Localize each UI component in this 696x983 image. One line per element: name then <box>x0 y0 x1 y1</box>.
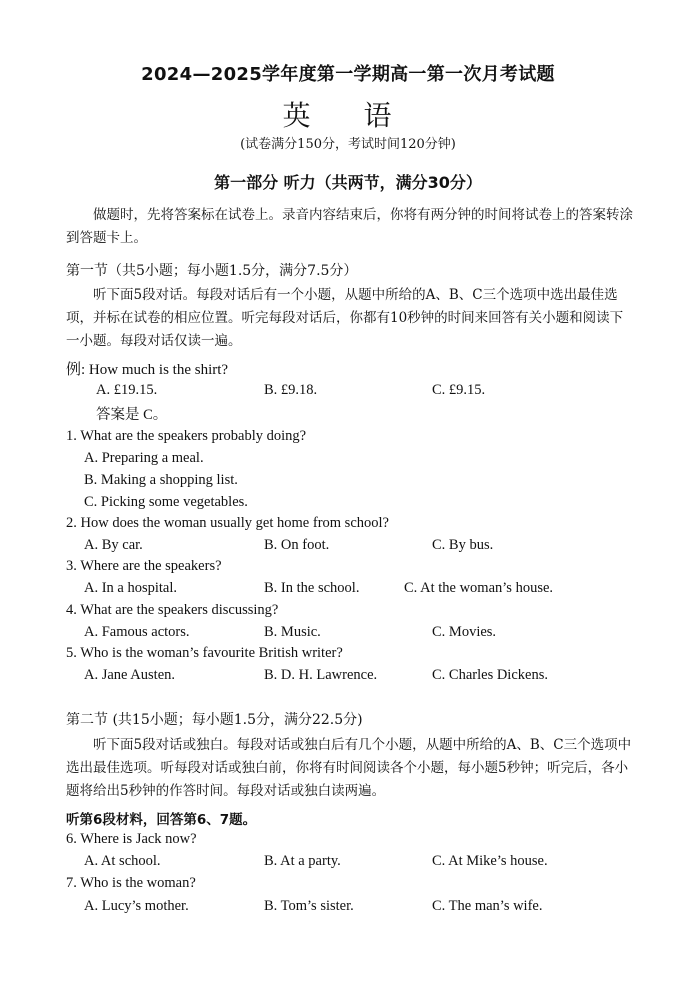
q7-option-a: A. Lucy’s mother. <box>84 898 189 914</box>
q2-option-a: A. By car. <box>84 537 143 553</box>
q4-option-b: B. Music. <box>264 624 321 640</box>
q6-option-b: B. At a party. <box>264 853 341 869</box>
q2-option-c: C. By bus. <box>432 537 494 553</box>
example-answer: 答案是 C。 <box>96 407 168 423</box>
q5-option-b: B. D. H. Lawrence. <box>264 667 378 683</box>
q1-question: 1. What are the speakers probably doing? <box>66 428 307 444</box>
q4-option-a: A. Famous actors. <box>84 624 190 640</box>
section1-instruction: 听下面5段对话。每段对话后有一个小题，从题中所给的A、B、C三个选项中选出最佳选项，并标在试卷的相应位置。听完每段对话后，你都有10秒钟的时间来回答有关小题和阅读下一小题。每段对话仅读一遍。 <box>66 287 624 349</box>
q7-option-c: C. The man’s wife. <box>432 898 543 914</box>
q6-question: 6. Where is Jack now? <box>66 831 197 847</box>
part1-instruction: 做题时，先将答案标在试卷上。录音内容结束后，你将有两分钟的时间将试卷上的答案转涂到答题卡上。 <box>66 207 633 246</box>
example-option-c: C. £9.15. <box>432 382 486 398</box>
section2-instruction: 听下面5段对话或独白。每段对话或独白后有几个小题，从题中所给的A、B、C三个选项中选出最佳选项。听每段对话或独白前，你将有时间阅读各个小题，每小题5秒钟；听完后，各小题将给出5秒钟的作答时间。每段对话或独白读两遍。 <box>66 737 632 799</box>
q7-option-b: B. Tom’s sister. <box>264 898 354 914</box>
q5-option-a: A. Jane Austen. <box>84 667 176 683</box>
q4-question: 4. What are the speakers discussing? <box>66 602 279 618</box>
q2-option-b: B. On foot. <box>264 537 330 553</box>
q1-option-b: B. Making a shopping list. <box>84 472 238 488</box>
example-question: 例: How much is the shirt? <box>66 362 229 378</box>
q3-option-a: A. In a hospital. <box>84 580 178 596</box>
q3-option-b: B. In the school. <box>264 580 360 596</box>
section1-heading: 第一节（共5小题；每小题1.5分，满分7.5分） <box>66 263 358 279</box>
example-option-b: B. £9.18. <box>264 382 318 398</box>
q3-question: 3. Where are the speakers? <box>66 558 222 574</box>
q5-option-c: C. Charles Dickens. <box>432 667 548 683</box>
q2-question: 2. How does the woman usually get home from school? <box>66 515 389 531</box>
example-option-a: A. £19.15. <box>96 382 158 398</box>
q4-option-c: C. Movies. <box>432 624 497 640</box>
q6-option-c: C. At Mike’s house. <box>432 853 548 869</box>
exam-title: 2024—2025学年度第一学期高一第一次月考试题 <box>141 64 555 85</box>
material6-heading: 听第6段材料，回答第6、7题。 <box>66 812 257 828</box>
subject-title: 英 语 <box>282 99 414 132</box>
q1-option-a: A. Preparing a meal. <box>84 450 204 466</box>
part1-heading: 第一部分 听力（共两节，满分30分） <box>214 173 482 192</box>
q5-question: 5. Who is the woman’s favourite British writer? <box>66 645 343 661</box>
q7-question: 7. Who is the woman? <box>66 875 196 891</box>
exam-note: (试卷满分150分，考试时间120分钟) <box>240 137 456 152</box>
q1-option-c: C. Picking some vegetables. <box>84 494 248 510</box>
q3-option-c: C. At the woman’s house. <box>404 580 554 596</box>
q6-option-a: A. At school. <box>84 853 161 869</box>
section2-heading: 第二节 (共15小题；每小题1.5分，满分22.5分) <box>66 712 363 728</box>
